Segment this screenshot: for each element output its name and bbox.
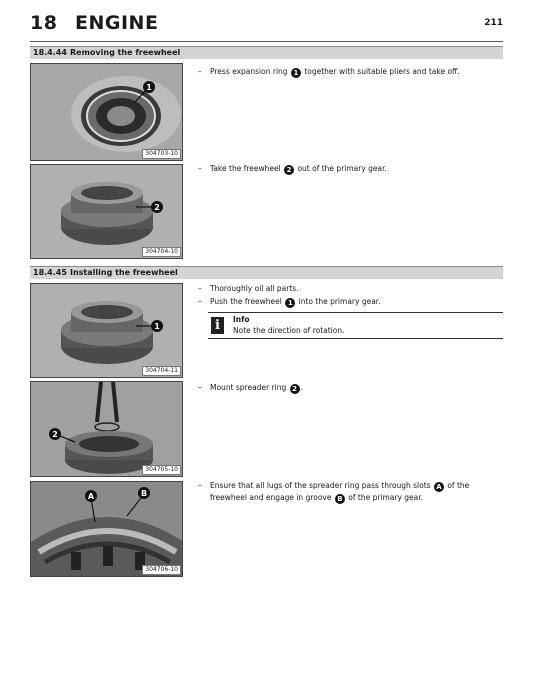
info-icon: i xyxy=(211,317,224,334)
step-press-expansion-ring: – Press expansion ring 1 together with suitable pliers and take off. xyxy=(198,67,460,77)
freewheel-photo-illustration xyxy=(31,165,183,259)
badge-2: 2 xyxy=(290,384,300,394)
figure-id: 304704-11 xyxy=(142,366,181,376)
section-title: Installing the freewheel xyxy=(70,268,178,277)
step-push-freewheel: – Push the freewheel 1 into the primary gear. xyxy=(198,297,381,307)
figure-304704-11 xyxy=(30,283,183,378)
step-ensure-lugs: – Ensure that all lugs of the spreader ring pass through slots A of the freewheel and engage in groove B of the primary gear. xyxy=(198,481,470,503)
figure-304705-10 xyxy=(30,381,183,477)
figure-id: 304703-10 xyxy=(142,149,181,159)
callout-label: A xyxy=(87,492,95,501)
badge-A: A xyxy=(434,482,444,492)
spreader-ring-photo-illustration xyxy=(31,382,183,477)
info-text: Note the direction of rotation. xyxy=(233,326,345,335)
section-number: 18.4.44 xyxy=(33,48,67,57)
page-number: 211 xyxy=(484,18,503,28)
step-mount-spreader-ring: – Mount spreader ring 2 . xyxy=(198,383,303,393)
badge-B: B xyxy=(335,494,345,504)
figure-id: 304704-10 xyxy=(142,247,181,257)
figure-304706-10 xyxy=(30,481,183,577)
chapter-title: ENGINE xyxy=(75,12,159,34)
freewheel-photo-illustration xyxy=(31,284,183,378)
callout-label: 1 xyxy=(146,83,152,92)
callout-label: 1 xyxy=(154,322,160,331)
badge-1: 1 xyxy=(291,68,301,78)
section-number: 18.4.45 xyxy=(33,268,67,277)
section-title: Removing the freewheel xyxy=(70,48,181,57)
figure-id: 304705-10 xyxy=(142,465,181,475)
badge-2: 2 xyxy=(284,165,294,175)
section-heading-installing xyxy=(30,266,503,279)
gear-photo-illustration xyxy=(31,64,183,161)
slots-groove-photo-illustration xyxy=(31,482,183,577)
chapter-number: 18 xyxy=(30,12,58,34)
figure-304704-10 xyxy=(30,164,183,259)
page-header xyxy=(30,12,503,42)
badge-1: 1 xyxy=(285,298,295,308)
callout-label: B xyxy=(140,489,148,498)
callout-label: 2 xyxy=(52,430,58,439)
figure-id: 304706-10 xyxy=(142,565,181,575)
section-heading-removing xyxy=(30,46,503,59)
info-note xyxy=(208,312,503,339)
info-title: Info xyxy=(233,315,250,324)
figure-304703-10 xyxy=(30,63,183,161)
step-take-freewheel-out: – Take the freewheel 2 out of the primary gear. xyxy=(198,164,387,174)
callout-label: 2 xyxy=(154,203,160,212)
step-oil-parts: – Thoroughly oil all parts. xyxy=(198,284,299,293)
